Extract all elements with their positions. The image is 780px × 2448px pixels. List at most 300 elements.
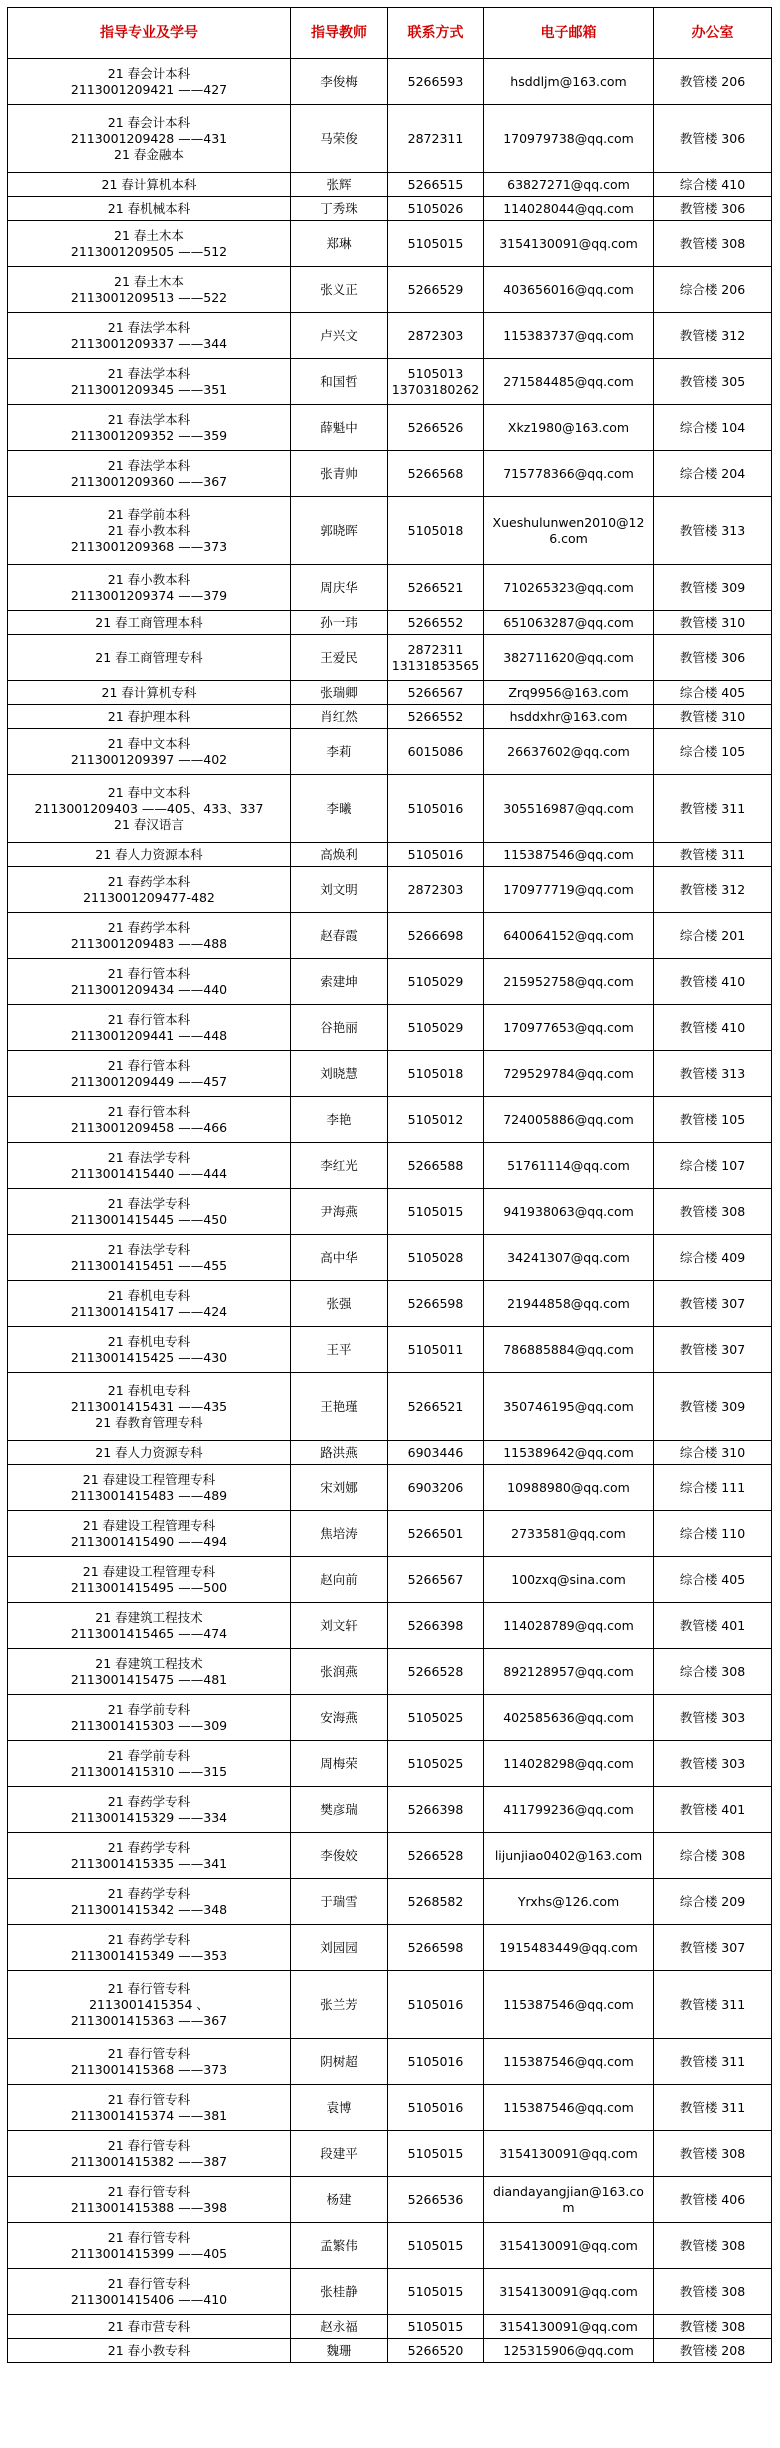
office-cell-line: 教管楼 311: [679, 2053, 746, 2069]
program-cell-line: 2113001415483 ——489: [70, 1487, 228, 1503]
teacher-cell-line: 张义正: [320, 281, 358, 297]
table-row: [8, 867, 772, 913]
teacher-cell: [291, 1097, 388, 1143]
program-cell-line: 2113001209368 ——373: [70, 538, 228, 554]
phone-cell-line: 5266552: [407, 708, 464, 724]
program-cell-line: 21 春小教专科: [107, 2342, 191, 2358]
phone-cell-line: 5105025: [407, 1709, 464, 1725]
program-cell-line: 2113001209428 ——431: [70, 130, 228, 146]
teacher-cell: [291, 359, 388, 405]
office-cell: [654, 1465, 772, 1511]
office-cell-line: 教管楼 307: [679, 1341, 746, 1357]
phone-cell: [388, 1097, 484, 1143]
program-cell: [8, 1557, 291, 1603]
table-row: [8, 681, 772, 705]
email-cell: [484, 1695, 654, 1741]
office-cell-line: 综合楼 405: [679, 1571, 746, 1587]
table-row: [8, 1511, 772, 1557]
phone-cell-line: 5266568: [407, 465, 464, 481]
teacher-cell-line: 周梅荣: [320, 1755, 358, 1771]
email-cell: [484, 729, 654, 775]
program-cell: [8, 1373, 291, 1441]
program-cell-line: 2113001415354 、: [89, 1996, 209, 2012]
email-cell: [484, 1511, 654, 1557]
phone-cell-line: 5266588: [407, 1157, 464, 1173]
office-cell-line: 教管楼 306: [679, 200, 746, 216]
email-cell-line: 941938063@qq.com: [503, 1203, 634, 1219]
office-cell: [654, 1511, 772, 1557]
teacher-cell: [291, 565, 388, 611]
phone-cell: [388, 1695, 484, 1741]
phone-cell-line: 5266528: [407, 1847, 464, 1863]
table-row: [8, 565, 772, 611]
table-row: [8, 1189, 772, 1235]
program-cell: [8, 681, 291, 705]
program-cell: [8, 1051, 291, 1097]
program-cell-line: 21 春机电专科: [107, 1382, 191, 1398]
phone-cell-line: 5268582: [407, 1893, 464, 1909]
phone-cell: [388, 2339, 484, 2363]
teacher-cell: [291, 2177, 388, 2223]
office-cell: [654, 867, 772, 913]
phone-cell: [388, 2223, 484, 2269]
table-row: [8, 1373, 772, 1441]
table-row: [8, 1327, 772, 1373]
office-cell: [654, 1557, 772, 1603]
teacher-cell-line: 索建坤: [320, 973, 358, 989]
email-cell-line: 651063287@qq.com: [503, 614, 634, 630]
teacher-cell: [291, 173, 388, 197]
program-cell-line: 21 春建筑工程技术: [95, 1655, 203, 1671]
program-cell-line: 2113001415495 ——500: [70, 1579, 228, 1595]
table-row: [8, 2085, 772, 2131]
phone-cell: [388, 1557, 484, 1603]
program-cell-line: 21 春行管专科: [107, 2137, 191, 2153]
email-cell: [484, 1833, 654, 1879]
table-header-row: [8, 8, 772, 59]
email-cell: [484, 843, 654, 867]
office-cell: [654, 1281, 772, 1327]
email-cell: [484, 1879, 654, 1925]
teacher-cell: [291, 681, 388, 705]
office-cell-line: 教管楼 311: [679, 2099, 746, 2115]
table-row: [8, 959, 772, 1005]
teacher-cell: [291, 1741, 388, 1787]
table-row: [8, 729, 772, 775]
teacher-cell-line: 孟繁伟: [320, 2237, 358, 2253]
office-cell: [654, 1189, 772, 1235]
email-cell: [484, 775, 654, 843]
phone-cell: [388, 359, 484, 405]
header-office: 办公室: [654, 8, 772, 59]
table-row: [8, 1097, 772, 1143]
program-cell-line: 2113001415349 ——353: [70, 1947, 228, 1963]
program-cell-line: 2113001209505 ——512: [70, 243, 228, 259]
phone-cell-line: 5266528: [407, 1663, 464, 1679]
email-cell: [484, 611, 654, 635]
table-row: [8, 1649, 772, 1695]
teacher-cell: [291, 775, 388, 843]
program-cell-line: 21 春药学专科: [107, 1885, 191, 1901]
program-cell-line: 21 春行管专科: [107, 2091, 191, 2107]
program-cell: [8, 1327, 291, 1373]
phone-cell-line: 5105013: [407, 365, 464, 381]
office-cell-line: 综合楼 409: [679, 1249, 746, 1265]
program-cell: [8, 105, 291, 173]
program-cell-line: 21 春计算机专科: [101, 684, 197, 700]
program-cell-line: 21 春药学专科: [107, 1839, 191, 1855]
table-row: [8, 221, 772, 267]
email-cell: [484, 1005, 654, 1051]
program-cell: [8, 1833, 291, 1879]
email-cell-line: 729529784@qq.com: [503, 1065, 634, 1081]
phone-cell-line: 5266520: [407, 2342, 464, 2358]
table-row: [8, 105, 772, 173]
teacher-cell-line: 阴树超: [320, 2053, 358, 2069]
teacher-cell-line: 焦培涛: [320, 1525, 358, 1541]
table-row: [8, 1005, 772, 1051]
program-cell: [8, 1005, 291, 1051]
program-cell: [8, 267, 291, 313]
program-cell-line: 21 春学前专科: [107, 1701, 191, 1717]
teacher-cell: [291, 1879, 388, 1925]
email-cell: [484, 1281, 654, 1327]
table-body: [8, 59, 772, 2363]
office-cell-line: 教管楼 303: [679, 1755, 746, 1771]
teacher-cell-line: 刘文轩: [320, 1617, 358, 1633]
phone-cell-line: 5105015: [407, 2318, 464, 2334]
office-cell: [654, 959, 772, 1005]
program-cell: [8, 705, 291, 729]
program-cell-line: 2113001415368 ——373: [70, 2061, 228, 2077]
teacher-cell: [291, 451, 388, 497]
program-cell-line: 21 春土木本: [114, 227, 184, 243]
teacher-cell: [291, 313, 388, 359]
teacher-cell-line: 段建平: [320, 2145, 358, 2161]
phone-cell: [388, 1051, 484, 1097]
office-cell: [654, 681, 772, 705]
header-email: 电子邮箱: [484, 8, 654, 59]
office-cell: [654, 1649, 772, 1695]
table-row: [8, 497, 772, 565]
program-cell-line: 21 春人力资源专科: [95, 1444, 203, 1460]
teacher-cell-line: 丁秀珠: [320, 200, 358, 216]
teacher-cell: [291, 959, 388, 1005]
table-row: [8, 2223, 772, 2269]
teacher-cell: [291, 2223, 388, 2269]
office-cell-line: 教管楼 306: [679, 649, 746, 665]
phone-cell-line: 6903446: [407, 1444, 464, 1460]
program-cell-line: 2113001415303 ——309: [70, 1717, 228, 1733]
office-cell-line: 综合楼 201: [679, 927, 746, 943]
program-cell-line: 2113001209374 ——379: [70, 587, 228, 603]
program-cell: [8, 959, 291, 1005]
office-cell: [654, 913, 772, 959]
phone-cell-line: 5266398: [407, 1617, 464, 1633]
program-cell: [8, 1143, 291, 1189]
phone-cell-line: 5105016: [407, 2099, 464, 2115]
phone-cell-line: 5105029: [407, 1019, 464, 1035]
office-cell-line: 综合楼 308: [679, 1663, 746, 1679]
program-cell-line: 21 春建筑工程技术: [95, 1609, 203, 1625]
program-cell-line: 2113001209337 ——344: [70, 335, 228, 351]
office-cell: [654, 1971, 772, 2039]
phone-cell: [388, 729, 484, 775]
email-cell-line: 114028789@qq.com: [503, 1617, 634, 1633]
table-row: [8, 197, 772, 221]
teacher-cell-line: 樊彦瑞: [320, 1801, 358, 1817]
teacher-cell-line: 谷艳丽: [320, 1019, 358, 1035]
office-cell: [654, 451, 772, 497]
teacher-cell-line: 于瑞雪: [320, 1893, 358, 1909]
email-cell: [484, 497, 654, 565]
phone-cell-line: 5266529: [407, 281, 464, 297]
teacher-cell: [291, 1327, 388, 1373]
email-cell-line: 892128957@qq.com: [503, 1663, 634, 1679]
teacher-cell: [291, 1787, 388, 1833]
table-row: [8, 313, 772, 359]
office-cell-line: 教管楼 307: [679, 1939, 746, 1955]
program-cell-line: 21 春金融本: [114, 146, 184, 162]
teacher-cell-line: 张强: [326, 1295, 352, 1311]
email-cell-line: 215952758@qq.com: [503, 973, 634, 989]
email-cell: [484, 959, 654, 1005]
program-cell: [8, 173, 291, 197]
teacher-cell: [291, 497, 388, 565]
program-cell-line: 21 春建设工程管理专科: [82, 1471, 216, 1487]
email-cell-line: 115387546@qq.com: [503, 2053, 634, 2069]
program-cell: [8, 913, 291, 959]
email-cell-line: diandayangjian@163.co: [493, 2183, 644, 2199]
email-cell: [484, 173, 654, 197]
phone-cell: [388, 1925, 484, 1971]
program-cell-line: 2113001415490 ——494: [70, 1533, 228, 1549]
office-cell-line: 教管楼 309: [679, 1398, 746, 1414]
office-cell: [654, 1097, 772, 1143]
table-row: [8, 1787, 772, 1833]
phone-cell-line: 5266552: [407, 614, 464, 630]
phone-cell-line: 5105016: [407, 846, 464, 862]
program-cell: [8, 1235, 291, 1281]
table-row: [8, 1833, 772, 1879]
program-cell-line: 21 春机电专科: [107, 1333, 191, 1349]
teacher-cell-line: 高中华: [320, 1249, 358, 1265]
phone-cell-line: 5266567: [407, 1571, 464, 1587]
office-cell: [654, 1373, 772, 1441]
teacher-cell-line: 李红光: [320, 1157, 358, 1173]
program-cell-line: 21 春法学本科: [107, 365, 191, 381]
header-phone: 联系方式: [388, 8, 484, 59]
program-cell: [8, 2269, 291, 2315]
email-cell-line: 350746195@qq.com: [503, 1398, 634, 1414]
office-cell: [654, 1143, 772, 1189]
program-cell-line: 2113001209360 ——367: [70, 473, 228, 489]
phone-cell: [388, 775, 484, 843]
program-cell: [8, 729, 291, 775]
office-cell: [654, 405, 772, 451]
program-cell-line: 21 春护理本科: [107, 708, 191, 724]
office-cell-line: 教管楼 310: [679, 614, 746, 630]
phone-cell-line: 5105015: [407, 2145, 464, 2161]
program-cell-line: 2113001415465 ——474: [70, 1625, 228, 1641]
office-cell-line: 教管楼 406: [679, 2191, 746, 2207]
office-cell: [654, 1051, 772, 1097]
teacher-cell: [291, 1281, 388, 1327]
program-cell: [8, 1787, 291, 1833]
program-cell-line: 21 春小教本科: [107, 571, 191, 587]
office-cell-line: 教管楼 308: [679, 235, 746, 251]
office-cell: [654, 105, 772, 173]
table-row: [8, 1465, 772, 1511]
office-cell: [654, 705, 772, 729]
teacher-cell-line: 薛魁中: [320, 419, 358, 435]
teacher-cell: [291, 1005, 388, 1051]
phone-cell: [388, 451, 484, 497]
office-cell: [654, 1603, 772, 1649]
email-cell-line: 114028298@qq.com: [503, 1755, 634, 1771]
program-cell-line: 21 春中文本科: [107, 735, 191, 751]
phone-cell-line: 5105025: [407, 1755, 464, 1771]
office-cell-line: 教管楼 105: [679, 1111, 746, 1127]
table-row: [8, 1971, 772, 2039]
email-cell-line: 51761114@qq.com: [507, 1157, 630, 1173]
office-cell-line: 教管楼 206: [679, 73, 746, 89]
office-cell-line: 教管楼 312: [679, 881, 746, 897]
phone-cell-line: 5105016: [407, 800, 464, 816]
program-cell-line: 21 春小教本科: [107, 522, 191, 538]
program-cell-line: 2113001415475 ——481: [70, 1671, 228, 1687]
phone-cell: [388, 1281, 484, 1327]
table-row: [8, 775, 772, 843]
table-row: [8, 2339, 772, 2363]
teacher-cell-line: 张辉: [326, 176, 352, 192]
phone-cell: [388, 1603, 484, 1649]
phone-cell-line: 5266521: [407, 579, 464, 595]
teacher-cell-line: 郑琳: [326, 235, 352, 251]
program-cell: [8, 1695, 291, 1741]
teacher-cell-line: 宋刘娜: [320, 1479, 358, 1495]
email-cell: [484, 1925, 654, 1971]
teacher-cell: [291, 1465, 388, 1511]
office-cell-line: 教管楼 410: [679, 973, 746, 989]
table-row: [8, 451, 772, 497]
program-cell-line: 21 春土木本: [114, 273, 184, 289]
phone-cell: [388, 267, 484, 313]
program-cell: [8, 1649, 291, 1695]
email-cell-line: 271584485@qq.com: [503, 373, 634, 389]
teacher-cell: [291, 1695, 388, 1741]
email-cell: [484, 2315, 654, 2339]
teacher-cell-line: 杨建: [326, 2191, 352, 2207]
program-cell-line: 21 春学前专科: [107, 1747, 191, 1763]
email-cell: [484, 2339, 654, 2363]
phone-cell-line: 5105012: [407, 1111, 464, 1127]
teacher-cell-line: 和国哲: [320, 373, 358, 389]
program-cell-line: 21 春行管专科: [107, 2275, 191, 2291]
office-cell: [654, 635, 772, 681]
phone-cell: [388, 1005, 484, 1051]
table-row: [8, 843, 772, 867]
program-cell-line: 21 春法学专科: [107, 1149, 191, 1165]
phone-cell: [388, 497, 484, 565]
phone-cell-line: 5105028: [407, 1249, 464, 1265]
phone-cell: [388, 681, 484, 705]
office-cell-line: 综合楼 105: [679, 743, 746, 759]
email-cell-line: 402585636@qq.com: [503, 1709, 634, 1725]
phone-cell-line: 5266536: [407, 2191, 464, 2207]
email-cell-line: hsddxhr@163.com: [509, 708, 628, 724]
phone-cell-line: 5105011: [407, 1341, 464, 1357]
teacher-cell: [291, 867, 388, 913]
phone-cell: [388, 611, 484, 635]
email-cell: [484, 1971, 654, 2039]
program-cell-line: 2113001415329 ——334: [70, 1809, 228, 1825]
phone-cell: [388, 105, 484, 173]
program-cell-line: 21 春人力资源本科: [95, 846, 203, 862]
office-cell: [654, 1787, 772, 1833]
program-cell-line: 21 春机电专科: [107, 1287, 191, 1303]
teacher-cell: [291, 267, 388, 313]
email-cell-line: 3154130091@qq.com: [499, 2283, 638, 2299]
email-cell: [484, 2085, 654, 2131]
office-cell-line: 教管楼 305: [679, 373, 746, 389]
phone-cell-line: 6015086: [407, 743, 464, 759]
program-cell-line: 2113001415310 ——315: [70, 1763, 228, 1779]
program-cell-line: 2113001209421 ——427: [70, 81, 228, 97]
program-cell-line: 21 春计算机本科: [101, 176, 197, 192]
program-cell-line: 21 春行管专科: [107, 2183, 191, 2199]
teacher-cell-line: 刘晓慧: [320, 1065, 358, 1081]
email-cell: [484, 1787, 654, 1833]
program-cell: [8, 359, 291, 405]
table-row: [8, 405, 772, 451]
table-row: [8, 611, 772, 635]
program-cell-line: 21 春药学本科: [107, 873, 191, 889]
phone-cell: [388, 913, 484, 959]
email-cell: [484, 2131, 654, 2177]
program-cell-line: 2113001415388 ——398: [70, 2199, 228, 2215]
phone-cell: [388, 197, 484, 221]
teacher-cell: [291, 705, 388, 729]
program-cell-line: 2113001209513 ——522: [70, 289, 228, 305]
teacher-cell: [291, 1143, 388, 1189]
teacher-cell: [291, 59, 388, 105]
office-cell: [654, 775, 772, 843]
phone-cell-line: 5266698: [407, 927, 464, 943]
office-cell-line: 教管楼 308: [679, 2145, 746, 2161]
office-cell-line: 综合楼 308: [679, 1847, 746, 1863]
email-cell: [484, 197, 654, 221]
phone-cell-line: 2872303: [407, 327, 464, 343]
office-cell: [654, 497, 772, 565]
office-cell-line: 教管楼 308: [679, 2283, 746, 2299]
phone-cell: [388, 2131, 484, 2177]
program-cell: [8, 451, 291, 497]
office-cell-line: 教管楼 313: [679, 1065, 746, 1081]
phone-cell-line: 5105015: [407, 235, 464, 251]
program-cell-line: 21 春行管本科: [107, 1011, 191, 1027]
table-row: [8, 1695, 772, 1741]
program-cell-line: 2113001415406 ——410: [70, 2291, 228, 2307]
table-row: [8, 1557, 772, 1603]
office-cell: [654, 2339, 772, 2363]
program-cell-line: 2113001415399 ——405: [70, 2245, 228, 2261]
office-cell: [654, 59, 772, 105]
email-cell-line: 382711620@qq.com: [503, 649, 634, 665]
office-cell: [654, 2269, 772, 2315]
teacher-cell-line: 赵永福: [320, 2318, 358, 2334]
program-cell-line: 21 春学前本科: [107, 506, 191, 522]
